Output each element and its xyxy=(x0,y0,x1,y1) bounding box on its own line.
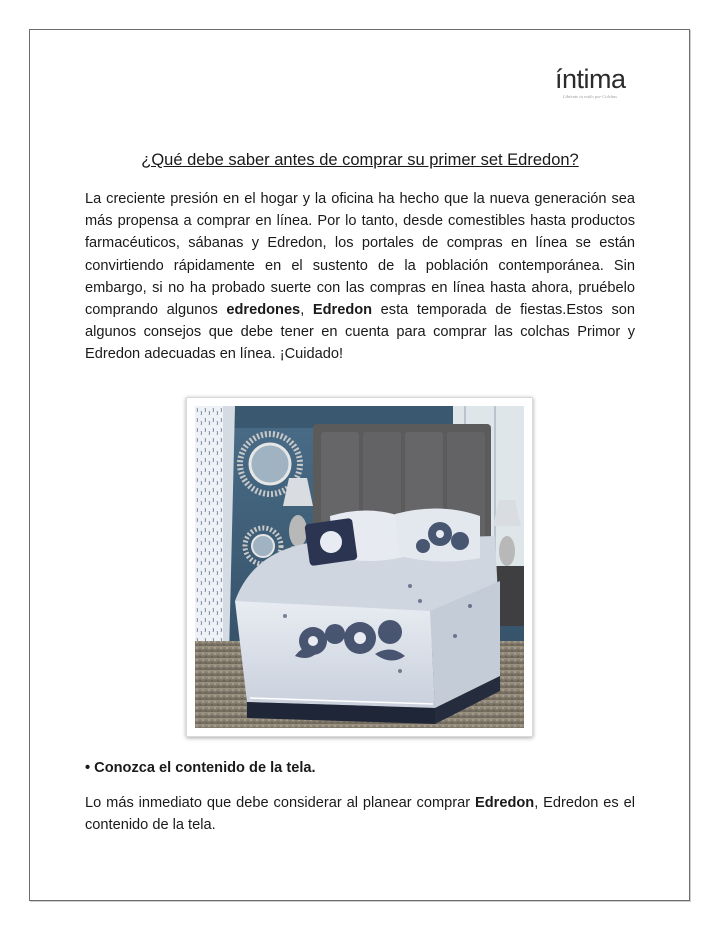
section-paragraph xyxy=(85,792,635,836)
logo-tagline: Libérate tu estilo por Colchas xyxy=(563,94,617,99)
bedroom-photo xyxy=(186,397,533,737)
intro-separator: , xyxy=(300,302,313,319)
section-heading: • Conozca el contenido de la tela. xyxy=(85,760,316,776)
logo-wordmark: íntima xyxy=(555,64,626,94)
intro-paragraph xyxy=(85,188,635,366)
brand-logo xyxy=(555,66,633,106)
section-text-1: Lo más inmediato que debe considerar al planear comprar xyxy=(85,795,475,811)
keyword-edredon-2: Edredon xyxy=(475,795,535,811)
keyword-edredones: edredones xyxy=(226,302,301,319)
duvet xyxy=(235,601,435,708)
article-title: ¿Qué debe saber antes de comprar su primer set Edredon? xyxy=(141,151,579,169)
keyword-edredon: Edredon xyxy=(312,302,373,319)
curtain xyxy=(195,406,223,656)
intro-text-2: esta temporada de fiestas.Estos son algunos consejos que debe tener en cuenta para comprar las colchas Primor y Edredon adecuadas en línea. ¡Cuidado! xyxy=(85,302,636,363)
section-text-2: , Edredon es el contenido de la tela. xyxy=(85,795,635,834)
bedroom-illustration xyxy=(195,406,524,728)
intro-text-1: La creciente presión en el hogar y la oficina ha hecho que la nueva generación sea más propensa a comprar en línea. Por lo tanto, desde comestibles hasta productos farmacéuticos, sábanas y Edredon, los portales de compras en línea se están convirtiendo rápidamente en el sustento de la población contemporánea. Sin embargo, si no ha probado suerte con las compras en línea hasta ahora, pruébelo comprando algunos xyxy=(85,191,635,319)
